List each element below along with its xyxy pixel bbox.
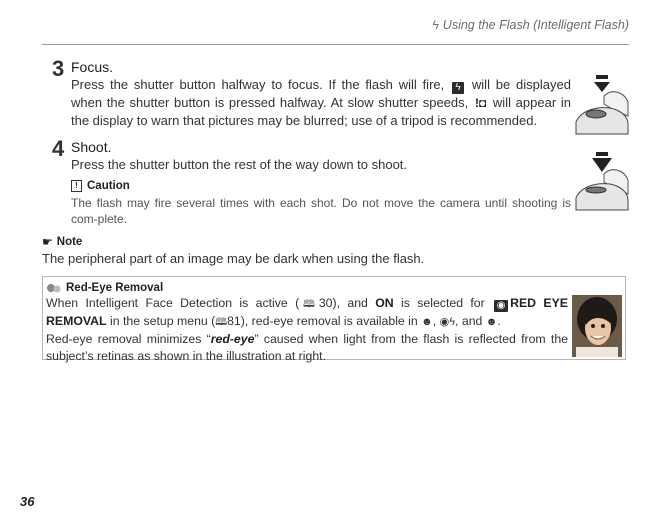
step-3	[52, 58, 572, 130]
note-body: The peripheral part of an image may be dark when using the flash.	[42, 251, 425, 266]
caution-title	[71, 180, 571, 192]
step-3-text-b: will be displayed when the shutter button is pressed halfway. At slow shutter speeds,	[71, 77, 571, 110]
page-number: 36	[20, 494, 35, 509]
note-title	[42, 235, 632, 249]
face-flash-mode-icon: ◉ϟ	[439, 316, 456, 328]
face-auto-mode-icon: ☻	[421, 316, 433, 328]
red-eye-text-f: Red-eye removal minimizes “	[46, 332, 211, 346]
red-eye-text-e: .	[497, 314, 501, 328]
red-eye-text-g: ” caused when light from the flash is reflected from the subject’s retinas as shown in the illustration at right.	[46, 332, 568, 363]
note-block	[42, 235, 632, 266]
caution-body: The flash may fire several times with each shot. Do not move the camera until shooting is com-plete.	[71, 196, 571, 226]
red-eye-text-ref2: 81), red-eye removal is available in	[227, 314, 422, 328]
caution-title-text: Caution	[87, 180, 130, 192]
red-eye-text-d: , and	[455, 314, 486, 328]
red-eye-term: red-eye	[210, 332, 255, 346]
red-eye-text-b: is selected for	[393, 296, 493, 310]
step-body	[71, 76, 571, 130]
red-eye-menu-icon: ◉	[494, 300, 508, 312]
red-eye-body: When Intelligent Face Detection is active (🕮30), and ON is selected for ◉ RED EYE REMOVAL in the setup menu (🕮81), red-eye removal is available in ☻, ◉ϟ, and ☻. Red-eye removal minimizes “red-eye” caused when light from the flash is reflected from the subject’s retinas as shown in the illustration at right.	[46, 296, 568, 363]
caution-icon: !	[71, 180, 82, 192]
red-eye-text-ref1: 30), and	[318, 296, 376, 310]
step-title: Focus.	[71, 59, 114, 75]
camera-shake-icon: !◘	[474, 96, 487, 110]
step-title: Shoot.	[71, 139, 112, 155]
header-rule	[42, 44, 629, 45]
on-setting: ON	[375, 296, 394, 310]
note-title-text: Note	[56, 236, 83, 248]
step-3-text-c: will appear in the display to warn that pictures may be blurred; use of a tripod is recommended.	[71, 95, 571, 128]
running-header-title: Using the Flash (Intelligent Flash)	[442, 18, 629, 32]
flash-bolt-icon: ϟ	[432, 18, 439, 32]
step-number: 4	[52, 136, 65, 161]
caution-block	[71, 180, 571, 227]
tip-icon	[46, 282, 62, 294]
red-eye-title	[46, 281, 622, 295]
running-header	[432, 18, 629, 32]
shutter-half-press-illustration	[574, 72, 630, 136]
red-eye-text-a: When Intelligent Face Detection is active (	[46, 296, 300, 310]
flash-icon: ϟ	[452, 82, 464, 94]
step-3-text-a: Press the shutter button halfway to focus. If the flash will fire,	[71, 77, 445, 92]
face-night-mode-icon: ☻	[485, 316, 498, 328]
book-ref-icon: 🕮	[299, 299, 319, 310]
red-eye-text-c: in the setup menu (	[106, 314, 216, 328]
shutter-full-press-illustration	[574, 150, 630, 212]
red-eye-removal-box	[42, 276, 626, 363]
red-eye-removal-setting: RED EYE REMOVAL	[46, 296, 568, 328]
step-number: 3	[52, 56, 65, 81]
red-eye-title-text: Red-Eye Removal	[66, 282, 164, 294]
step-4	[52, 138, 572, 178]
pointing-hand-icon: ☛	[42, 235, 53, 249]
portrait-photo	[572, 295, 622, 357]
step-body: Press the shutter button the rest of the way down to shoot.	[71, 157, 408, 172]
book-ref-icon: 🕮	[215, 317, 228, 328]
